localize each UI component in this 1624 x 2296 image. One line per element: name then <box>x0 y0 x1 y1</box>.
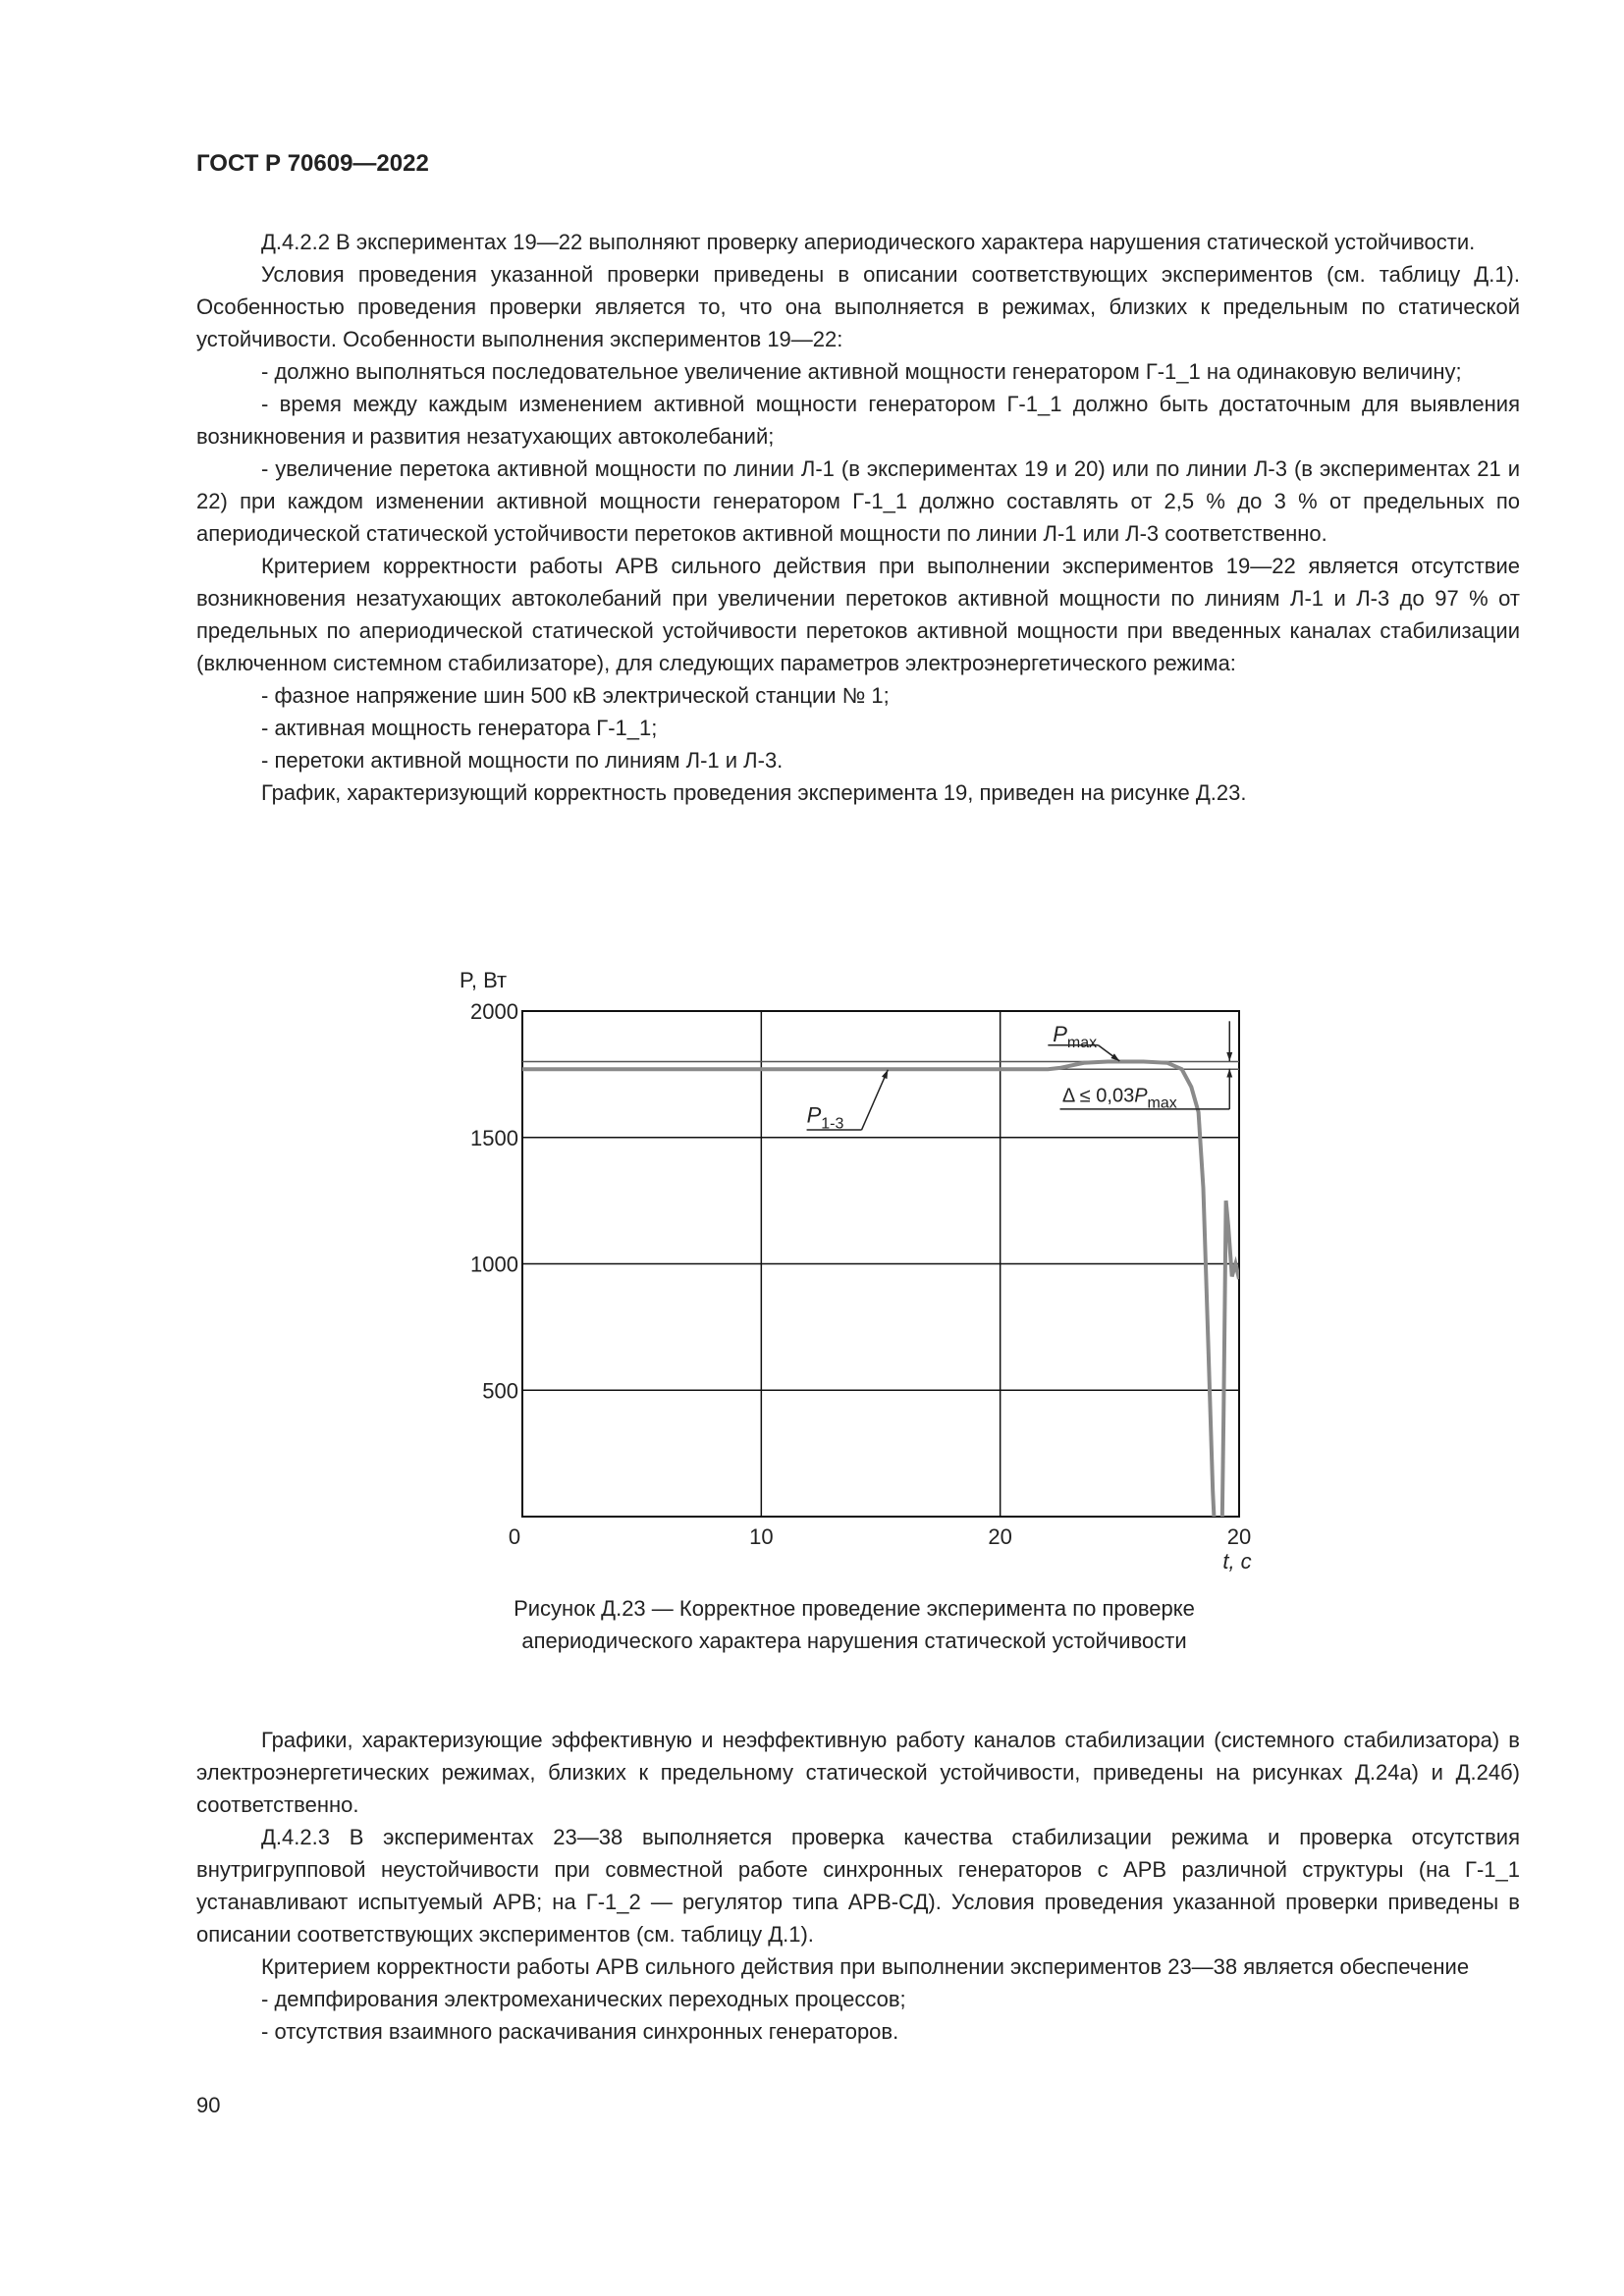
paragraph: Критерием корректности работы АРВ сильного действия при выполнении экспериментов 19—22 является отсутствие возникновения незатухающих автоколебаний при увеличении перетоков активной мощности по линиям Л-1 и Л-3 до 97 % от предельных по апериодической статической устойчивости перетоков активной мощности при введенных каналах стабилизации (включенном системном стабилизаторе), для следующих параметров электроэнергетического режима: <box>196 554 1520 675</box>
document-header: ГОСТ Р 70609—2022 <box>196 150 429 177</box>
annotation-leader-lines <box>806 1021 1230 1133</box>
y-tick-label: 2000 <box>470 999 518 1024</box>
paragraph: Графики, характеризующие эффективную и неэффективную работу каналов стабилизации (системного стабилизатора) в электроэнергетических режимах, близких к предельному статической устойчивости, приведены на рисунках Д.24а) и Д.24б) соответственно. <box>196 1728 1520 1817</box>
paragraph: Критерием корректности работы АРВ сильного действия при выполнении экспериментов 23—38 является обеспечение <box>261 1954 1470 1979</box>
list-item: - перетоки активной мощности по линиям Л-1 и Л-3. <box>261 748 784 773</box>
y-tick-label: 500 <box>482 1378 518 1404</box>
figure-caption <box>432 1592 1276 1657</box>
list-item: - увеличение перетока активной мощности по линии Л-1 (в экспериментах 19 и 20) или по линии Л-3 (в экспериментах 21 и 22) при каждом изменении активной мощности генератором Г-1_1 должно составлять от 2,5 % до 3 % от предельных по апериодической статической устойчивости перетоков активной мощности по линии Л-1 или Л-3 соответственно. <box>196 456 1520 546</box>
paragraph: Условия проведения указанной проверки приведены в описании соответствующих экспериментов (см. таблицу Д.1). Особенностью проведения проверки является то, что она выполняется в режимах, близких к предельным по статической устойчивости. Особенности выполнения экспериментов 19—22: <box>196 262 1520 351</box>
x-axis-label: t, с <box>1222 1549 1252 1574</box>
section-text-bottom <box>196 1724 1520 2048</box>
x-tick-label: 20 <box>988 1524 1012 1549</box>
section-text-top <box>196 226 1520 809</box>
leader-pmax-arrow <box>1098 1045 1119 1061</box>
annotation-pmax: $P_{max}$ <box>1053 1021 1098 1051</box>
list-item: - отсутствия взаимного раскачивания синхронных генераторов. <box>261 2019 899 2044</box>
series-line-p13 <box>522 1062 1239 1591</box>
y-axis-label: P, Вт <box>460 968 508 992</box>
caption-line: апериодического характера нарушения статической устойчивости <box>521 1629 1187 1653</box>
paragraph: Д.4.2.3 В экспериментах 23—38 выполняется проверка качества стабилизации режима и проверка отсутствия внутригрупповой неустойчивости при совместной работе синхронных генераторов с АРВ различной структуры (на Г-1_1 устанавливают испытуемый АРВ; на Г-1_2 — регулятор типа АРВ-СД). Условия проведения указанной проверки приведены в описании соответствующих экспериментов (см. таблицу Д.1). <box>196 1825 1520 1947</box>
list-item: - фазное напряжение шин 500 кВ электрической станции № 1; <box>261 683 890 708</box>
axis-ticks <box>470 999 1251 1549</box>
y-tick-label: 1500 <box>470 1125 518 1150</box>
paragraph: График, характеризующий корректность проведения эксперимента 19, приведен на рисунке Д.23. <box>261 780 1247 805</box>
y-tick-label: 1000 <box>470 1252 518 1277</box>
list-item: - время между каждым изменением активной мощности генератором Г-1_1 должно быть достаточным для выявления возникновения и развития незатухающих автоколебаний; <box>196 392 1520 449</box>
leader-p13-arrow <box>862 1070 889 1130</box>
x-tick-label: 0 <box>508 1524 521 1549</box>
chart-annotations <box>807 1021 1230 1132</box>
x-tick-label: 20 <box>1226 1524 1252 1549</box>
paragraph: Д.4.2.2 В экспериментах 19—22 выполняют проверку апериодического характера нарушения статической устойчивости. <box>261 230 1476 254</box>
caption-line: Рисунок Д.23 — Корректное проведение эксперимента по проверке <box>514 1596 1195 1621</box>
list-item: - должно выполняться последовательное увеличение активной мощности генератором Г-1_1 на одинаковую величину; <box>261 359 1462 384</box>
list-item: - демпфирования электромеханических переходных процессов; <box>261 1987 906 2011</box>
x-tick-label: 10 <box>749 1524 774 1549</box>
list-item: - активная мощность генератора Г-1_1; <box>261 716 658 740</box>
figure-d23-chart <box>432 952 1276 1590</box>
page-number: 90 <box>196 2093 221 2117</box>
annotation-delta: $\Delta \le 0,03P_{max}$ <box>1061 1085 1177 1112</box>
annotation-p13: $P_{1-3}$ <box>806 1102 844 1133</box>
